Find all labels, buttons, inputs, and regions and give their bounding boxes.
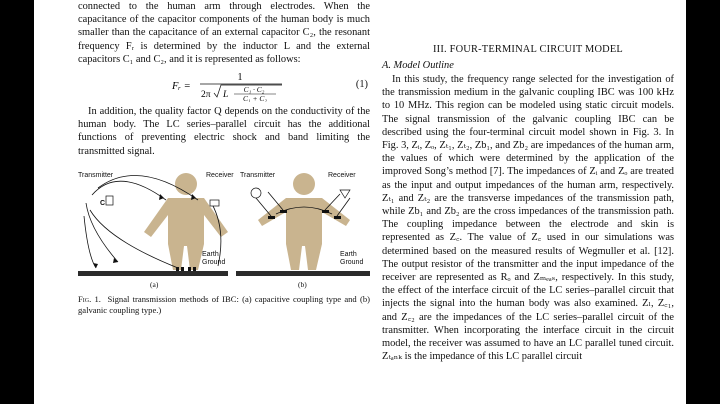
equation-number: (1) [355,79,368,91]
equation-frac-den: C₁ + C₂ [242,94,268,103]
right-paragraph: In this study, the frequency range selected for the investigation of the transmission medium in the galvanic coupling IBC was 100 kHz to 10 MHz. This region can be modeled using static circuit models. The signal transmission of the galvanic coupling IBC can be described using the four-terminal circuit model shown in Fig. 3. In Fig. 3, Zᵢ, Zₒ, Zₜ₁, Zₜ₂, Zb₁, and Zb₂ are impedances of the human arm, the values of which were determined by the application of the improved Song’s method [7]. The impedances of Zᵢ and Zₒ are treated as the input and output impedances of the human arm, respectively. Zₜ₁ and Zₜ₂ are the transverse impedances of the transmission path, while Zb₁ and Zb₂ are the cross impedances of the transmission path. The coupling impedance between the electrode and skin is represented as Z꜀. The value of Z꜀ used in our simulations was determined based on the measured results of Wegmuller et al. [12]. The output resistor of the transmitter and the input impedance of the receiver are represented as Rₒ and Zₘₑₐₛ, respectively. In this study, the effect of the interface circuit of the LC series–parallel circuit that injects the signal into the human body was also examined. Zₗ, Z꜀₁, and Z꜀₂ are the impedances of the LC series–parallel circuit of the transmitter. When incorporating the interface circuit in the circuit model, the receiver was assumed to have an LC parallel tuned circuit. Zₜₐₙₖ is the impedance of this LC parallel circuit [382,74,674,363]
label-ground-a: Ground [202,258,226,266]
figure-1-caption [78,294,370,316]
label-transmitter-b: Transmitter [240,171,276,179]
ground-plane-a [78,271,228,276]
label-earth-a: Earth [202,250,219,258]
svg-text:C: C [100,199,106,207]
equation-1 [78,70,370,102]
figure-1b [236,172,370,289]
equation-numerator: 1 [237,72,243,84]
caption-text: Signal transmission methods of IBC: (a) capacitive coupling type and (b) galvanic coupling type.) [78,293,370,315]
figure-1-svg [78,170,370,292]
left-paragraph-2: In addition, the quality factor Q depends on the conductivity of the human body. The LC series–parallel circuit has the additional functions of preventing electric shock and band limiting the transmitted signal. [78,106,370,157]
label-transmitter-a: Transmitter [78,171,114,179]
label-earth-b: Earth [340,250,357,258]
equation-frac-num: C₁ · C₂ [243,85,265,95]
ground-plane-b [236,271,370,276]
equation-1-svg [78,70,370,102]
equation-inductor: L [223,90,229,101]
caption-label: Fig. 1. [78,293,101,304]
label-receiver-a: Receiver [206,171,234,179]
label-ground-b: Ground [340,258,364,266]
left-column [78,0,370,316]
label-receiver-b: Receiver [328,171,356,179]
figure-1 [78,170,370,292]
paper-page [34,0,686,404]
label-b: (b) [298,279,307,289]
right-column [382,0,674,363]
equation-two-pi: 2π [201,90,211,101]
subsection-title: A. Model Outline [382,60,454,71]
left-paragraph-1: connected to the human arm through electrodes. When the capacitance of the capacitor components of the human body is much smaller than the capacitance of an external capacitor C₂, the resonant frequency Fᵣ is determined by the inductor L and the external capacitors C₁ and C₂, and it is represented as follows: [78,1,370,65]
section-title: III. FOUR-TERMINAL CIRCUIT MODEL [433,44,623,55]
human-body-b [258,198,350,270]
figure-1a [78,172,234,289]
label-a: (a) [150,279,159,289]
human-head-a [175,173,197,195]
equation-lhs: Fᵣ = [172,81,191,93]
human-head-b [293,173,315,195]
